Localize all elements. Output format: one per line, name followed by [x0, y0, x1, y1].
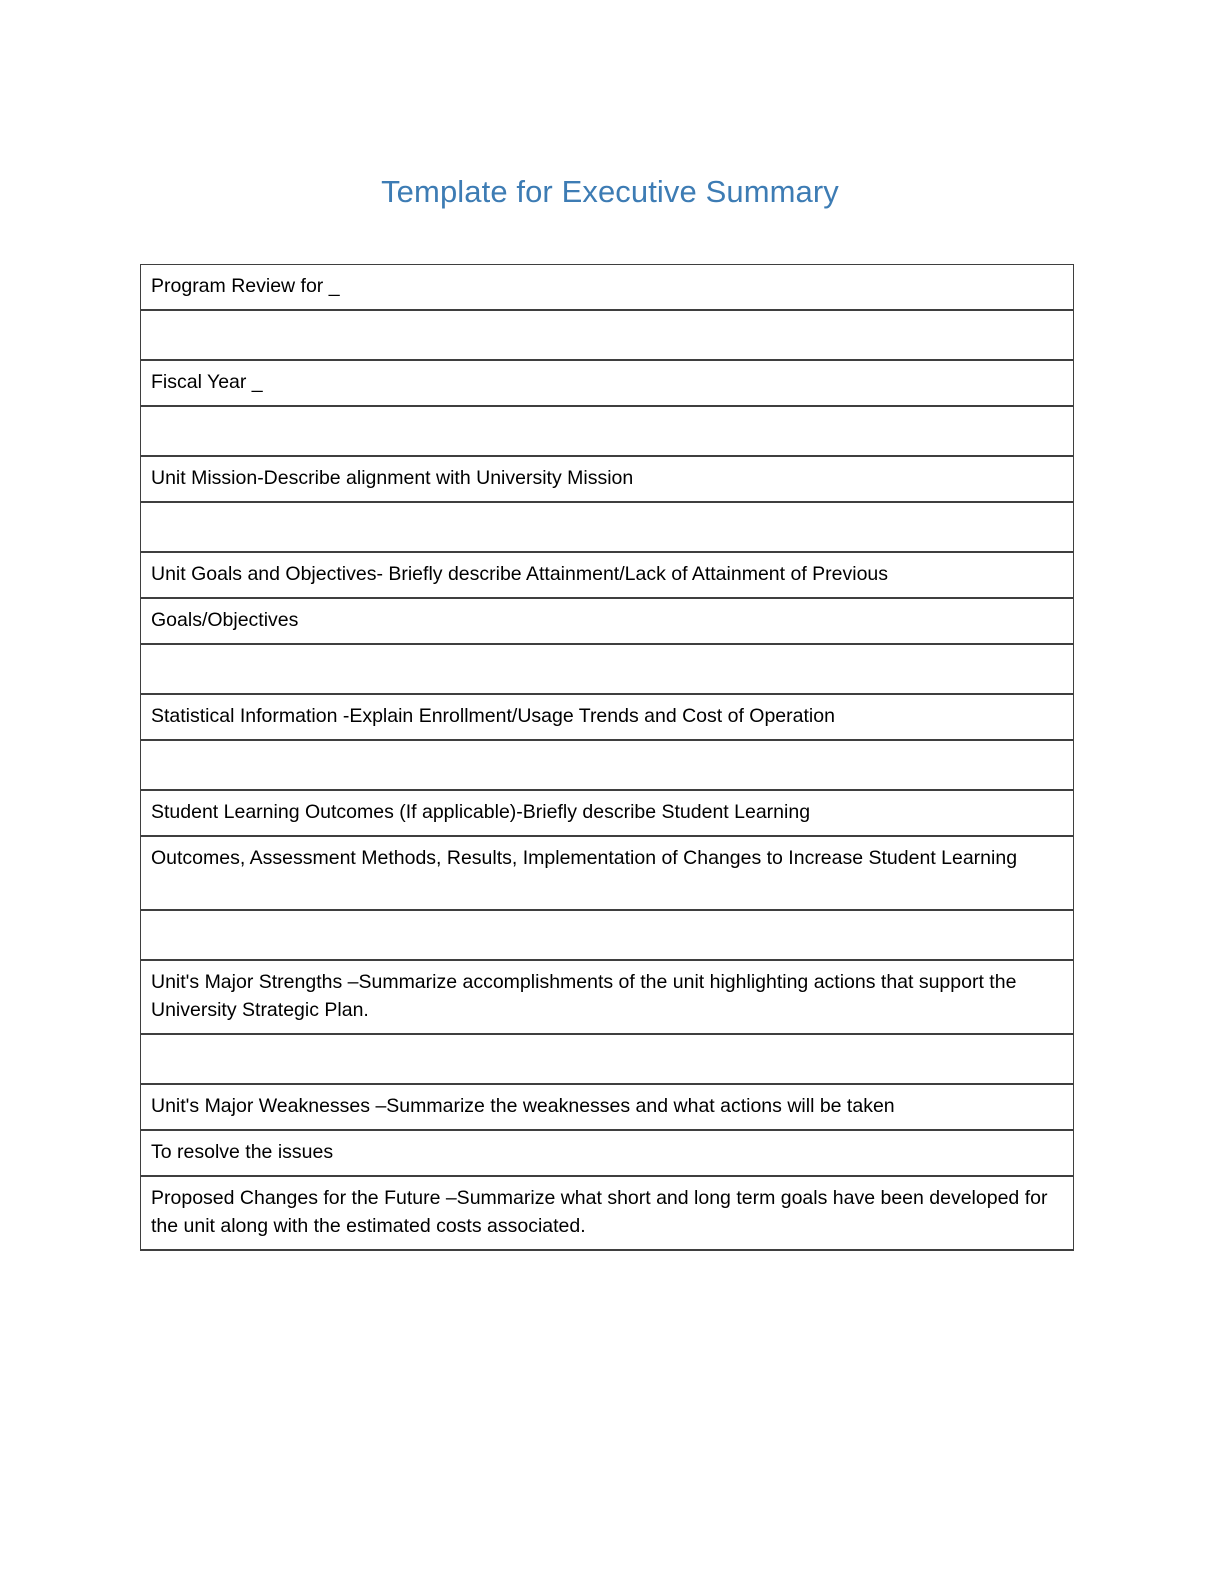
- table-cell-program-review[interactable]: [141, 265, 1074, 311]
- table-row: [141, 360, 1074, 406]
- table-cell-unit-goals-line2[interactable]: [141, 598, 1074, 644]
- page-title: Template for Executive Summary: [381, 174, 839, 209]
- table-row: [141, 406, 1074, 456]
- table-row: [141, 598, 1074, 644]
- table-cell-unit-goals-answer[interactable]: [141, 644, 1074, 694]
- table-row: [141, 310, 1074, 360]
- table-row: [141, 910, 1074, 960]
- table-row: [141, 1034, 1074, 1084]
- table-cell-resolve-issues[interactable]: [141, 1130, 1074, 1176]
- table-cell-major-weaknesses[interactable]: [141, 1084, 1074, 1130]
- table-cell-unit-mission-answer[interactable]: [141, 502, 1074, 552]
- table-row: [141, 552, 1074, 598]
- table-row: [141, 790, 1074, 836]
- table-row: [141, 960, 1074, 1034]
- cell-text: Unit Mission-Describe alignment with University Mission: [151, 467, 634, 489]
- table-row: [141, 644, 1074, 694]
- table-row: [141, 694, 1074, 740]
- table-cell-statistical-information-answer[interactable]: [141, 740, 1074, 790]
- table-cell-fiscal-year-answer[interactable]: [141, 406, 1074, 456]
- cell-text: Outcomes, Assessment Methods, Results, Implementation of Changes to Increase Student Learning: [151, 847, 1018, 869]
- table-cell-major-strengths-answer[interactable]: [141, 1034, 1074, 1084]
- table-cell-unit-goals-line1[interactable]: [141, 552, 1074, 598]
- cell-text: Unit's Major Strengths –Summarize accomplishments of the unit highlighting actions that support the University Strategic Plan.: [151, 971, 1022, 1021]
- table-cell-statistical-information[interactable]: [141, 694, 1074, 740]
- table-cell-student-learning-outcomes[interactable]: [141, 790, 1074, 836]
- table-row: [141, 265, 1074, 311]
- table-row: [141, 836, 1074, 910]
- cell-text: Goals/Objectives: [151, 609, 299, 631]
- table-row: [141, 502, 1074, 552]
- table-cell-student-learning-answer[interactable]: [141, 910, 1074, 960]
- executive-summary-table: [140, 264, 1074, 1251]
- table-cell-outcomes-assessment[interactable]: [141, 836, 1074, 910]
- table-row: [141, 1084, 1074, 1130]
- cell-text: Unit Goals and Objectives- Briefly describe Attainment/Lack of Attainment of Previous: [151, 563, 889, 585]
- cell-text: Student Learning Outcomes (If applicable)-Briefly describe Student Learning: [151, 801, 811, 823]
- table-cell-proposed-changes[interactable]: [141, 1176, 1074, 1250]
- table-cell-program-review-answer[interactable]: [141, 310, 1074, 360]
- cell-text: Fiscal Year _: [151, 371, 263, 393]
- cell-text: Unit's Major Weaknesses –Summarize the weaknesses and what actions will be taken: [151, 1095, 895, 1117]
- cell-text: Program Review for _: [151, 275, 340, 297]
- table-cell-fiscal-year[interactable]: [141, 360, 1074, 406]
- cell-text: Statistical Information -Explain Enrollment/Usage Trends and Cost of Operation: [151, 705, 835, 727]
- table-row: [141, 740, 1074, 790]
- table-body: [141, 265, 1074, 1251]
- cell-text: Proposed Changes for the Future –Summarize what short and long term goals have been developed for the unit along with the estimated costs associated.: [151, 1187, 1053, 1237]
- table-cell-major-strengths[interactable]: [141, 960, 1074, 1034]
- table-row: [141, 456, 1074, 502]
- table-row: [141, 1176, 1074, 1250]
- cell-text: To resolve the issues: [151, 1141, 334, 1163]
- table-row: [141, 1130, 1074, 1176]
- table-cell-unit-mission[interactable]: [141, 456, 1074, 502]
